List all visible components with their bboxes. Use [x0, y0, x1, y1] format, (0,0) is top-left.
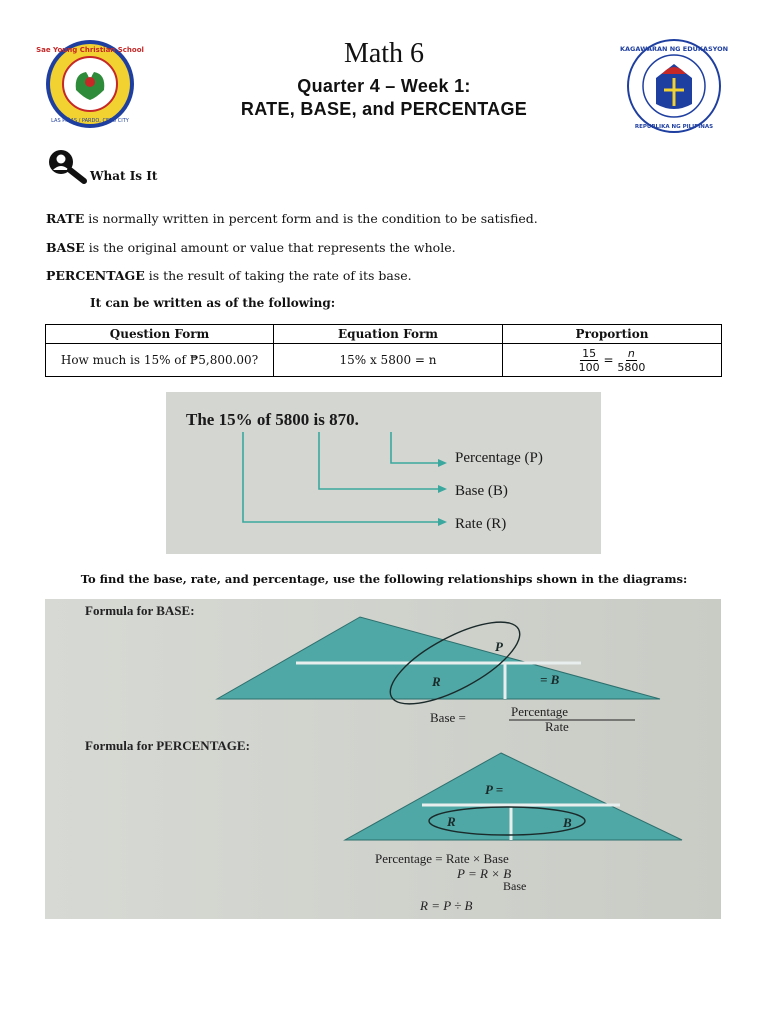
tri1-p: P [495, 639, 503, 654]
fraction-left [579, 347, 600, 374]
base-heading: Formula for BASE: [85, 603, 195, 618]
tri2-b: B [563, 815, 572, 830]
topic-title: RATE, BASE, and PERCENTAGE [240, 99, 528, 119]
rate-formula: R = P ÷ B [420, 898, 473, 913]
formula-triangles-photo [45, 599, 721, 919]
page-title: Math 6 [343, 38, 425, 69]
base-formula-num: Percentage [511, 704, 569, 719]
definition-percentage-text: is the result of taking the rate of its base. [144, 268, 412, 283]
right-logo-top: KAGAWARAN NG EDUKASYON [619, 45, 729, 53]
tri1-r: R [432, 674, 441, 689]
frac-num-1: 15 [582, 346, 597, 360]
forms-table [45, 324, 722, 377]
deped-seal [619, 38, 729, 134]
label-rate: Rate (R) [455, 516, 507, 532]
table-header-row [46, 325, 722, 344]
definition-percentage [46, 268, 412, 283]
base-word: Base [503, 879, 527, 893]
percentage-heading: Formula for PERCENTAGE: [85, 738, 250, 753]
header-proportion: Proportion [503, 325, 722, 344]
cell-proportion [503, 344, 722, 377]
left-logo-sub: LAS PIÑAS / PARDO, CEBU CITY [51, 118, 129, 124]
table-row [46, 344, 722, 377]
proportion-equals: = [603, 352, 614, 367]
percentage-formula: Percentage = Rate × Base [375, 851, 509, 866]
photo1-sentence: The 15% of 5800 is 870. [186, 410, 359, 429]
label-base: Base (B) [455, 483, 508, 499]
term-percentage: PERCENTAGE [46, 268, 145, 283]
definition-base [46, 240, 456, 255]
tri2-peq: P = [485, 782, 504, 797]
tri2-r: R [447, 814, 456, 829]
right-logo-bottom: REPUBLIKA NG PILIPINAS [634, 124, 714, 130]
frac-num-2: n [627, 346, 635, 360]
definition-base-text: is the original amount or value that represents the whole. [84, 240, 456, 255]
cell-equation: 15% x 5800 = n [274, 344, 503, 377]
label-percentage: Percentage (P) [455, 450, 543, 466]
left-logo-text: Sae Young Christian School [36, 46, 144, 54]
header-question: Question Form [46, 325, 274, 344]
definition-rate [46, 211, 538, 226]
frac-den-1: 100 [578, 360, 600, 374]
term-base: BASE [46, 240, 85, 255]
base-formula-lhs: Base = [430, 710, 466, 725]
intro-text: It can be written as of the following: [90, 296, 336, 310]
definition-rate-text: is normally written in percent form and is the condition to be satisfied. [84, 211, 538, 226]
header-equation: Equation Form [274, 325, 503, 344]
frac-den-2: 5800 [617, 360, 646, 374]
tri1-eqb: = B [540, 672, 560, 687]
fraction-right [617, 347, 645, 374]
section-heading: What Is It [90, 169, 158, 183]
term-rate: RATE [46, 211, 85, 226]
find-instructions: To find the base, rate, and percentage, use the following relationships shown in the diagrams: [80, 572, 688, 586]
base-formula-den: Rate [545, 719, 569, 734]
sentence-breakdown-photo [166, 392, 601, 554]
percentage-formula-symbolic: P = R × B [457, 866, 512, 881]
cell-question: How much is 15% of ₱5,800.00? [46, 344, 274, 377]
quarter-week: Quarter 4 – Week 1: [297, 76, 471, 96]
magnifier-person-icon [44, 148, 88, 184]
